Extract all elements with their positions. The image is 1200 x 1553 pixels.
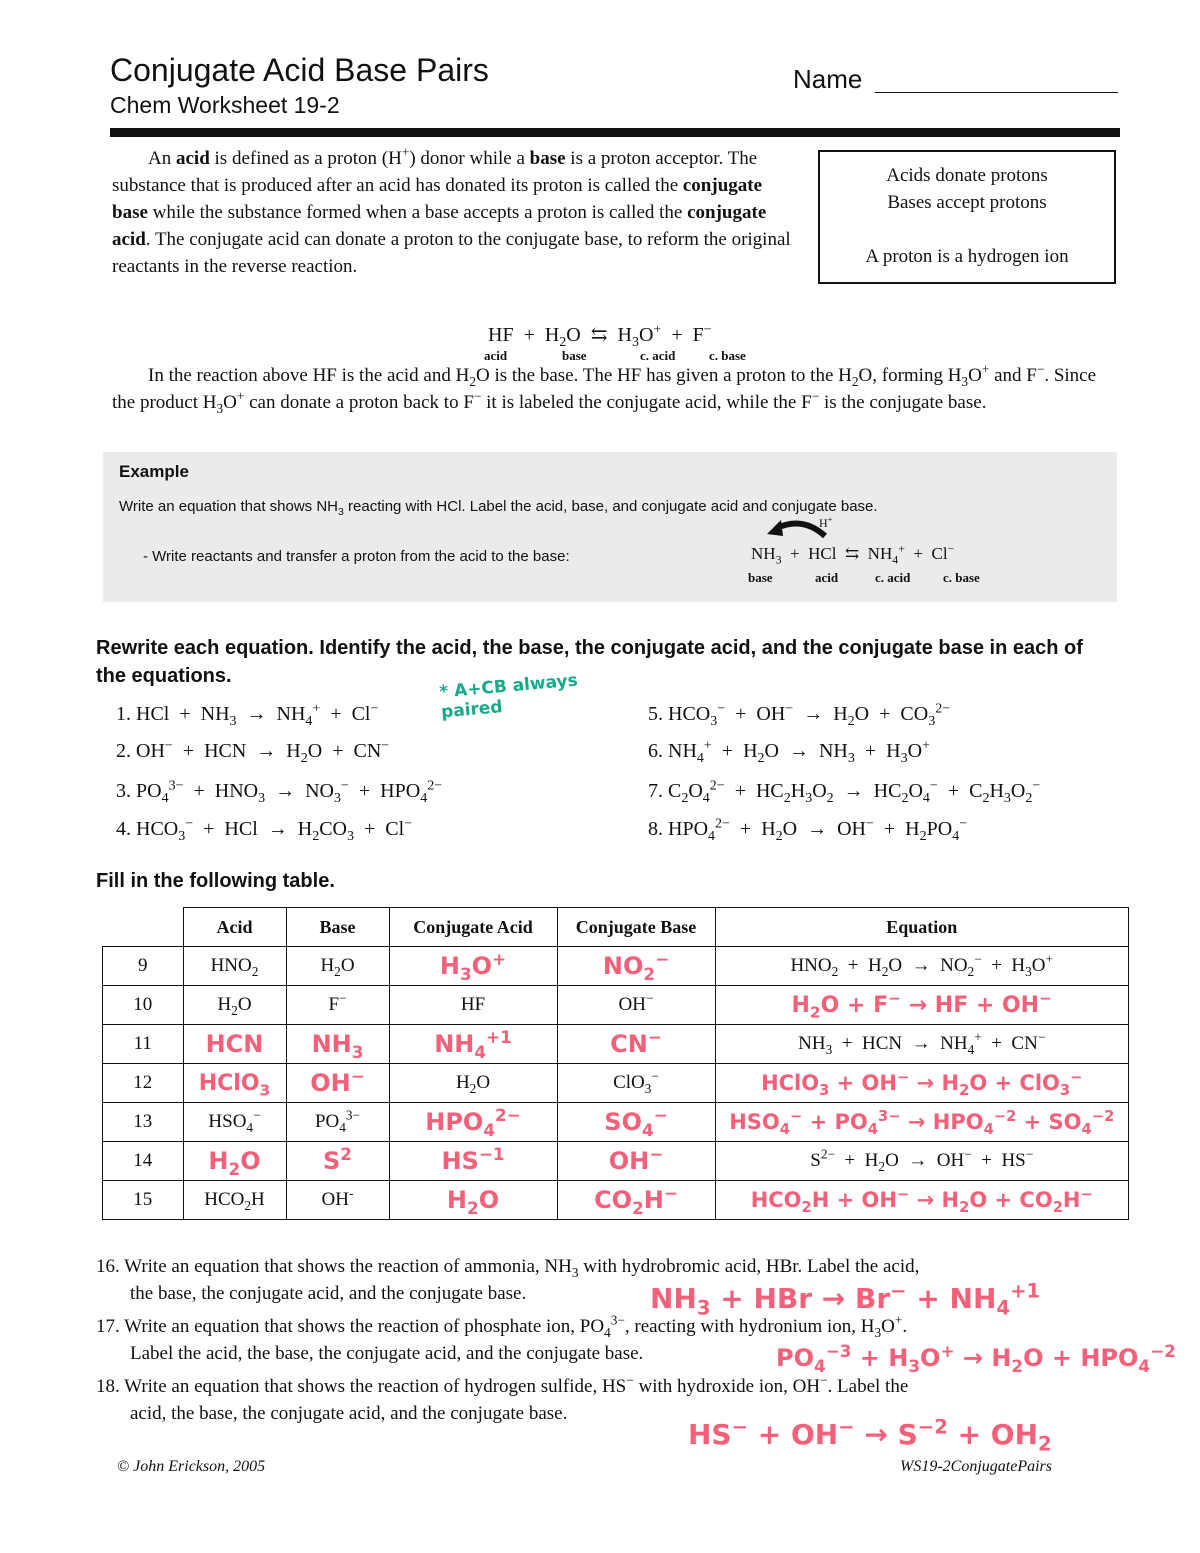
equation-3: 3. $PO_4^{3-} + HNO_3 \to NO_3^- + HPO_4^{2-}$ [116,778,443,806]
acid-cell[interactable]: $H_2O$ [183,1142,286,1181]
table-row [103,1142,1129,1181]
example-proton-label: H+ [819,515,833,530]
conj-acid-cell: HF [389,986,557,1025]
table-row [103,1181,1129,1220]
table-row [103,947,1129,986]
example-question: Write an equation that shows $NH_3$ reacting with HCl. Label the acid, base, and conjugate acid and conjugate base. [119,498,878,518]
row-number: 13 [103,1103,184,1142]
name-label: Name [793,64,863,94]
acid-cell: $HCO_2H$ [183,1181,286,1220]
equation-7: 7. $C_2O_4^{2-} + HC_2H_3O_2 \to HC_2O_4^- + C_2H_3O_2^-$ [648,778,1041,806]
row-number: 10 [103,986,184,1025]
base-cell: F− [286,986,389,1025]
worksheet-subtitle: Chem Worksheet 19-2 [110,92,340,118]
box-line-proton: A proton is a hydrogen ion [865,246,1069,267]
worksheet-title: Conjugate Acid Base Pairs [110,52,489,88]
explanation-paragraph: In the reaction above HF is the acid and $H_2O$ is the base. The HF has given a proton to the $H_2O$, forming $H_3O^+$ and F−. Since the product $H_3O^+$ can donate a proton back to F− it is labeled the conjugate acid, while the F− is the conjugate base. [112,361,1097,416]
conj-base-cell[interactable]: OH− [557,1142,715,1181]
equation-cell[interactable]: HClO$_3$ + $OH^- \to H_2O + ClO_3^-$ [715,1064,1129,1103]
intro-paragraph: An acid is defined as a proton (H+) donor while a base is a proton acceptor. The substance that is produced after an acid has donated its proton is called the conjugate base while the substance formed when a base accepts a proton is called the conjugate acid. The conjugate acid can donate a proton to the conjugate base, to reform the original reactants in the reverse reaction. [112,144,791,277]
hf-equation: HF + $H_2O$ ⇆ $H_3O^+ + F^-$ [488,322,712,350]
base-cell: OH- [286,1181,389,1220]
hf-label-acid: acid [484,348,508,363]
example-equation: $NH_3$ + HCl ⇆ $NH_4^+ + Cl^-$ [751,541,955,567]
conj-base-cell[interactable]: $CO_2H^-$ [557,1181,715,1220]
conjugate-table [102,907,1129,1220]
hf-label-base: base [562,348,587,363]
equation-5: 5. $HCO_3^- + OH^- \to H_2O + CO_3^{2-}$ [648,701,951,729]
hf-label-cacid: c. acid [640,348,676,363]
conj-acid-cell[interactable]: $NH_4^{+1}$ [389,1025,557,1064]
answer-17[interactable]: $PO_4^{-3} + H_3O^+ \to H_2O + HPO_4^{-2}$ [776,1341,1176,1376]
row-number: 14 [103,1142,184,1181]
conj-acid-cell[interactable]: $HS^{-1}$ [389,1142,557,1181]
header-conj-acid: Conjugate Acid [389,908,557,947]
example-box [103,452,1117,602]
equation-2: 2. OH− + HCN → $H_2O + CN^-$ [116,738,390,766]
section2-heading: Fill in the following table. [96,870,335,892]
name-blank[interactable] [875,92,1118,93]
example-label-acid: acid [815,570,839,585]
table-row [103,1064,1129,1103]
definition-box [818,150,1116,284]
handwritten-note: * A+CB always paired [438,670,579,723]
conj-base-cell[interactable]: $NO_2^-$ [557,947,715,986]
base-cell: $PO_4^{3-}$ [286,1103,389,1142]
equation-cell[interactable]: $H_2O + F^-$ → HF + OH− [715,986,1129,1025]
equation-cell: $HNO_2 + H_2O \to NO_2^- + H_3O^+$ [715,947,1129,986]
equation-cell: $NH_3$ + HCN → $NH_4^+ + CN^-$ [715,1025,1129,1064]
answer-16[interactable]: $NH_3$ + HBr → $Br^- + NH_4^{+1}$ [650,1279,1041,1320]
equation-1: 1. HCl + $NH_3 \to NH_4^+ + Cl^-$ [116,701,379,729]
equation-4: 4. $HCO_3^-$ + HCl → $H_2CO_3 + Cl^-$ [116,816,413,844]
header-equation: Equation [715,908,1129,947]
base-cell: $H_2O$ [286,947,389,986]
conj-acid-cell[interactable]: $H_2O$ [389,1181,557,1220]
equation-cell[interactable]: $HCO_2H + OH^- \to H_2O + CO_2H^-$ [715,1181,1129,1220]
answer-18[interactable]: $HS^- + OH^- \to S^{-2} + OH_2$ [688,1415,1052,1456]
acid-cell[interactable]: HCN [183,1025,286,1064]
acid-cell: $HNO_2$ [183,947,286,986]
table-row [103,986,1129,1025]
box-line-bases: Bases accept protons [887,192,1047,213]
acid-cell: $HSO_4^-$ [183,1103,286,1142]
base-cell[interactable]: $S^2$ [286,1142,389,1181]
conj-acid-cell: $H_2O$ [389,1064,557,1103]
equation-cell[interactable]: $HSO_4^- + PO_4^{3-} \to HPO_4^{-2} + SO_4^{-2}$ [715,1103,1129,1142]
conj-base-cell[interactable]: CN− [557,1025,715,1064]
acid-cell[interactable]: HClO$_3$ [183,1064,286,1103]
example-label-base: base [748,570,773,585]
hf-label-cbase: c. base [709,348,746,363]
question-16: 16. Write an equation that shows the reaction of ammonia, $NH_3$ with hydrobromic acid, HBr. Label the acid, the base, the conjugate acid, and the conjugate base. [96,1256,920,1304]
conj-acid-cell[interactable]: $HPO_4^{2-}$ [389,1103,557,1142]
equation-8: 8. $HPO_4^{2-} + H_2O \to OH^- + H_2PO_4^-$ [648,816,968,844]
row-number: 15 [103,1181,184,1220]
row-number: 11 [103,1025,184,1064]
example-label-cacid: c. acid [875,570,911,585]
section1-heading: Rewrite each equation. Identify the acid, the base, the conjugate acid, and the conjugate base in each of the equations. [96,637,1083,687]
conj-base-cell[interactable]: $SO_4^-$ [557,1103,715,1142]
box-line-acids: Acids donate protons [886,165,1048,186]
row-number: 12 [103,1064,184,1103]
header-acid: Acid [183,908,286,947]
conj-acid-cell[interactable]: $H_3O^+$ [389,947,557,986]
row-number: 9 [103,947,184,986]
footer-copyright: © John Erickson, 2005 [117,1458,266,1475]
example-step: - Write reactants and transfer a proton from the acid to the base: [143,548,570,565]
example-heading: Example [119,462,189,481]
footer-filename: WS19-2ConjugatePairs [900,1458,1052,1475]
equation-cell: $S^{2-} + H_2O \to OH^- + HS^-$ [715,1142,1129,1181]
header-rule [110,128,1120,137]
table-row [103,1103,1129,1142]
header-base: Base [286,908,389,947]
conj-base-cell: OH− [557,986,715,1025]
base-cell[interactable]: $NH_3$ [286,1025,389,1064]
table-header-row [103,908,1129,947]
table-row [103,1025,1129,1064]
equation-6: 6. $NH_4^+ + H_2O \to NH_3 + H_3O^+$ [648,738,930,766]
acid-cell: $H_2O$ [183,986,286,1025]
example-label-cbase: c. base [943,570,980,585]
header-conj-base: Conjugate Base [557,908,715,947]
base-cell[interactable]: OH− [286,1064,389,1103]
question-17: 17. Write an equation that shows the reaction of phosphate ion, $PO_4^{3-}$, reacting with hydronium ion, $H_3O^+$. Label the acid, the base, the conjugate acid, and the conjugate base. [96,1312,908,1364]
question-18: 18. Write an equation that shows the reaction of hydrogen sulfide, HS− with hydroxide ion, OH−. Label the acid, the base, the conjugate acid, and the conjugate base. [96,1372,909,1424]
conj-base-cell: ClO$_3$− [557,1064,715,1103]
